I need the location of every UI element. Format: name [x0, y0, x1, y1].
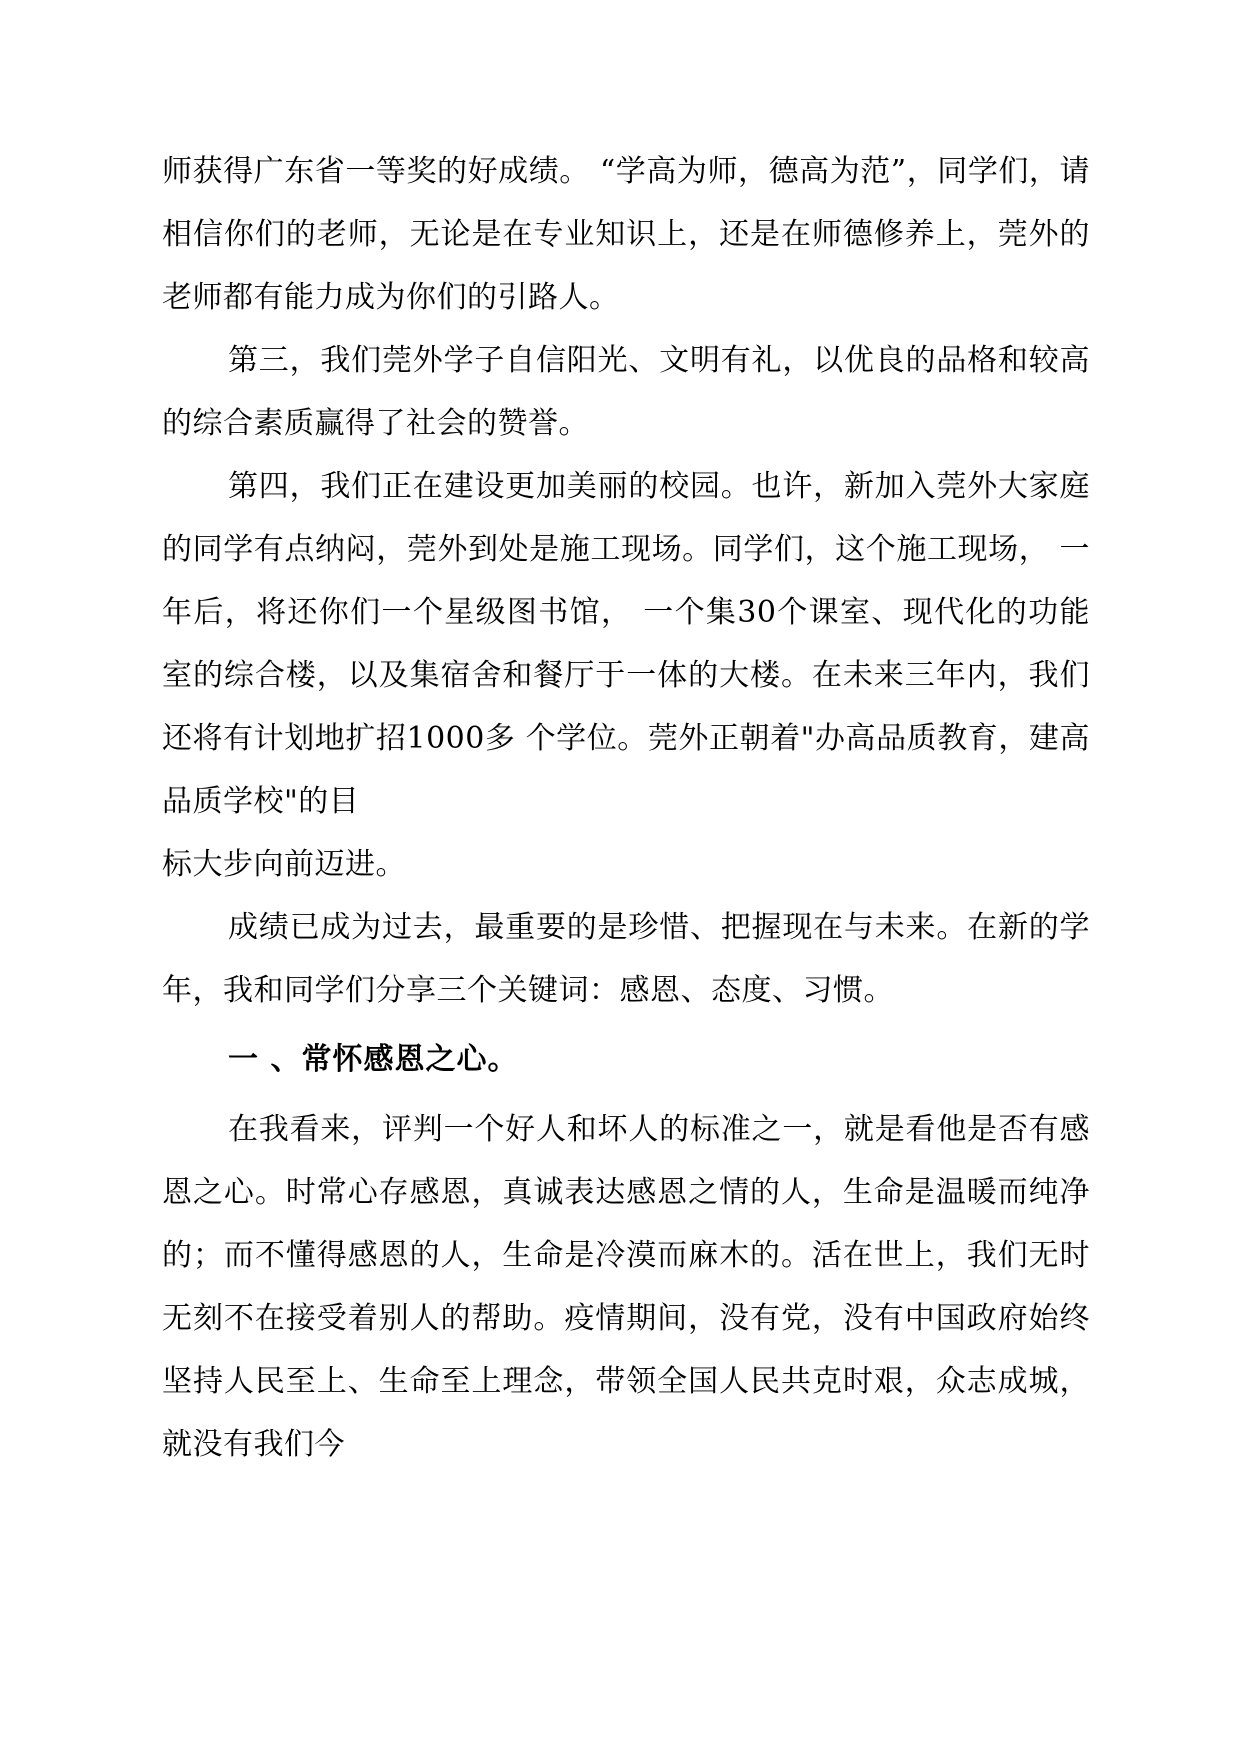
paragraph-6: 在我看来，评判一个好人和坏人的标准之一，就是看他是否有感恩之心。时常心存感恩，真诚表达感恩之情的人，生命是温暖而纯净的；而不懂得感恩的人，生命是冷漠而麻木的。活在世上，我们无时无刻不在接受着别人的帮助。疫情期间，没有党，没有中国政府始终坚持人民至上、生命至上理念，带领全国人民共克时艰，众志成城，就没有我们今: [162, 1112, 1090, 1462]
paragraph-4: 标大步向前迈进。: [162, 847, 406, 882]
paragraph-3: 第四，我们正在建设更加美丽的校园。也许，新加入莞外大家庭的同学有点纳闷，莞外到处是施工现场。同学们，这个施工现场， 一年后，将还你们一个星级图书馆， 一个集30个课室、现代化的功能室的综合楼，以及集宿舍和餐厅于一体的大楼。在未来三年内，我们还将有计划地扩招1000多 个学位。莞外正朝着"办高品质教育，建高品质学校"的目: [162, 469, 1090, 819]
paragraph-2: 第三，我们莞外学子自信阳光、文明有礼，以优良的品格和较高的综合素质赢得了社会的赞誉。: [162, 343, 1090, 441]
section-heading-gratitude: 一 、常怀感恩之心。: [228, 1042, 519, 1077]
paragraph-5: 成绩已成为过去，最重要的是珍惜、把握现在与未来。在新的学年，我和同学们分享三个关键词：感恩、态度、习惯。: [162, 910, 1090, 1008]
paragraph-1: 师获得广东省一等奖的好成绩。 “学高为师，德高为范”，同学们，请相信你们的老师，无论是在专业知识上，还是在师德修养上，莞外的老师都有能力成为你们的引路人。: [162, 154, 1090, 315]
document-body: [162, 140, 1090, 1476]
